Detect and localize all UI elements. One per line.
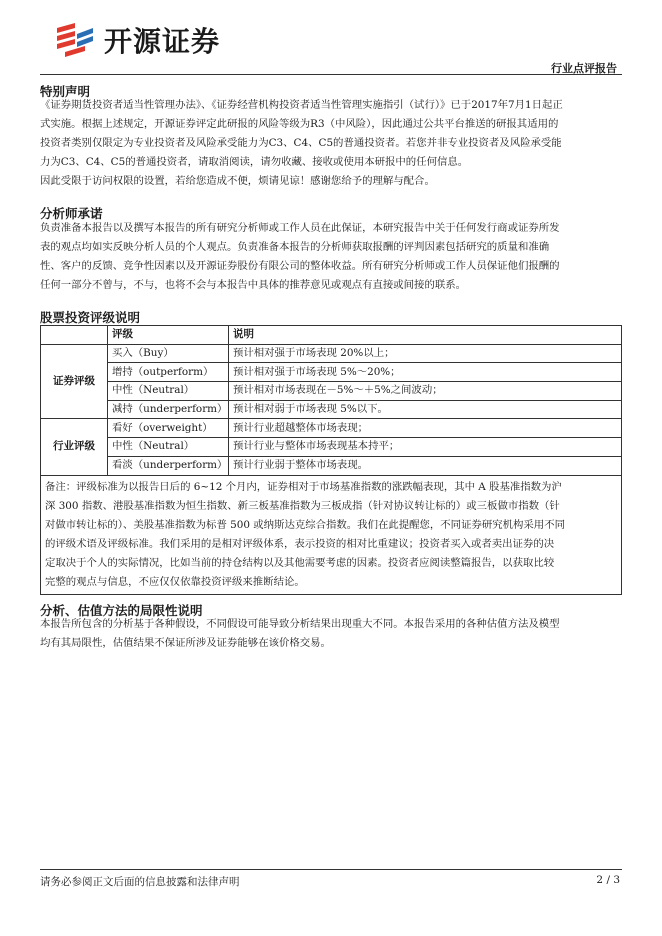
rating-description: 预计相对市场表现在－5%～＋5%之间波动；	[229, 382, 622, 401]
brand-name: 开源证券	[104, 25, 221, 58]
stock-rating-category: 证券评级	[41, 344, 108, 419]
special-statement-line: 式实施。根据上述规定，开源证券评定此研报的风险等级为R3（中风险），因此通过公共平台推送的研报其适用的	[40, 118, 559, 130]
rating-level: 中性（Neutral）	[108, 382, 229, 401]
rating-level: 减持（underperform）	[108, 400, 229, 419]
special-statement-body	[40, 96, 622, 191]
footer-divider	[40, 869, 622, 870]
table-row	[41, 419, 622, 438]
rating-description: 预计行业弱于整体市场表现。	[229, 456, 622, 475]
column-header-level: 评级	[108, 326, 229, 345]
rating-description: 预计相对强于市场表现 5%～20%；	[229, 363, 622, 382]
table-corner-cell	[41, 326, 108, 345]
rating-note-line: 备注：评级标准为以报告日后的 6~12 个月内，证券相对于市场基准指数的涨跌幅表现，其中 A 股基准指数为沪	[45, 480, 562, 493]
column-header-description: 说明	[229, 326, 622, 345]
industry-rating-category: 行业评级	[41, 419, 108, 475]
table-note-row	[41, 475, 622, 594]
rating-level: 中性（Neutral）	[108, 438, 229, 457]
special-statement-line: 投资者类别仅限定为专业投资者及风险承受能力为C3、C4、C5的普通投资者。若您并非专业投资者及风险承受能	[40, 137, 562, 149]
analyst-commitment-line: 表的观点均如实反映分析人员的个人观点。负责准备本报告的分析师获取报酬的评判因素包括研究的质量和准确	[40, 241, 550, 253]
rating-level: 买入（Buy）	[108, 344, 229, 363]
rating-section-title: 股票投资评级说明	[40, 310, 141, 325]
analyst-commitment-line: 任何一部分不曾与，不与，也将不会与本报告中具体的推荐意见或观点有直接或间接的联系。	[40, 279, 467, 291]
rating-level: 看好（overweight）	[108, 419, 229, 438]
rating-note	[41, 475, 622, 594]
rating-note-line: 对做市转让标的）、美股基准指数为标普 500 或纳斯达克综合指数。我们在此提醒您，不同证券研究机构采用不同	[45, 518, 565, 531]
table-row	[41, 456, 622, 475]
limitations-body	[40, 615, 622, 653]
analyst-commitment-line: 负责准备本报告以及撰写本报告的所有研究分析师或工作人员在此保证，本研究报告中关于任何发行商或证券所发	[40, 222, 560, 234]
report-type-label: 行业点评报告	[551, 62, 617, 75]
table-row	[41, 363, 622, 382]
special-statement-title: 特别声明	[40, 84, 91, 99]
rating-description: 预计相对强于市场表现 20%以上；	[229, 344, 622, 363]
rating-note-line: 定取决于个人的实际情况，比如当前的持仓结构以及其他需要考虑的因素。投资者应阅读整篇报告，以获取比较	[45, 556, 555, 569]
footer-disclaimer: 请务必参阅正文后面的信息披露和法律声明	[40, 876, 240, 888]
table-row	[41, 344, 622, 363]
table-row	[41, 400, 622, 419]
brand-logo-icon	[55, 22, 95, 58]
limitations-line: 本报告所包含的分析基于各种假设，不同假设可能导致分析结果出现重大不同。本报告采用的各种估值方法及模型	[40, 618, 560, 630]
table-row	[41, 382, 622, 401]
rating-level: 看淡（underperform）	[108, 456, 229, 475]
analyst-commitment-body	[40, 219, 622, 295]
rating-table	[40, 325, 622, 595]
table-header-row	[41, 326, 622, 345]
limitations-title: 分析、估值方法的局限性说明	[40, 603, 203, 618]
table-row	[41, 438, 622, 457]
page-number: 2 / 3	[596, 874, 620, 886]
rating-note-line: 完整的观点与信息，不应仅仅依靠投资评级来推断结论。	[45, 575, 305, 588]
header-divider	[40, 74, 622, 75]
limitations-line: 均有其局限性，估值结果不保证所涉及证券能够在该价格交易。	[40, 637, 331, 649]
rating-description: 预计行业超越整体市场表现；	[229, 419, 622, 438]
special-statement-line: 《证券期货投资者适当性管理办法》、《证券经营机构投资者适当性管理实施指引（试行）》已于2017年7月1日起正	[40, 99, 563, 111]
special-statement-line: 力为C3、C4、C5的普通投资者，请取消阅读，请勿收藏、接收或使用本研报中的任何信息。	[40, 156, 469, 168]
analyst-commitment-line: 性、客户的反馈、竞争性因素以及开源证券股份有限公司的整体收益。所有研究分析师或工作人员保证他们报酬的	[40, 260, 560, 272]
analyst-commitment-title: 分析师承诺	[40, 206, 103, 221]
rating-description: 预计行业与整体市场表现基本持平；	[229, 438, 622, 457]
special-statement-line: 因此受限于访问权限的设置，若给您造成不便，烦请见谅！感谢您给予的理解与配合。	[40, 175, 435, 187]
rating-level: 增持（outperform）	[108, 363, 229, 382]
rating-note-line: 深 300 指数、港股基准指数为恒生指数、新三板基准指数为三板成指（针对协议转让标的）或三板做市指数（针	[45, 499, 560, 512]
rating-note-line: 的评级术语及评级标准。我们采用的是相对评级体系，表示投资的相对比重建议；投资者买入或者卖出证券的决	[45, 537, 555, 550]
rating-description: 预计相对弱于市场表现 5%以下。	[229, 400, 622, 419]
